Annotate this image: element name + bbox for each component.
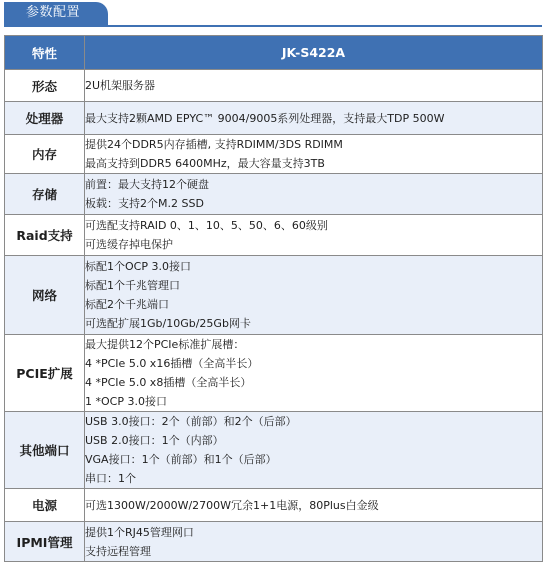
row-label: 处理器: [5, 102, 85, 135]
table-row-processor: [5, 102, 543, 135]
table-row-other-ports: [5, 412, 543, 489]
value-line: 可选配支持RAID 0、1、10、5、50、6、60级别: [85, 219, 328, 232]
value-line: 板载：支持2个M.2 SSD: [85, 197, 204, 210]
spec-table: [4, 35, 543, 562]
table-row-pcie: [5, 335, 543, 412]
value-line: 标配1个OCP 3.0接口: [85, 260, 191, 273]
table-row-ipmi: [5, 522, 543, 562]
table-row-storage: [5, 174, 543, 215]
section-tab-title: 参数配置: [26, 5, 81, 20]
value-line: 1 *OCP 3.0接口: [85, 395, 167, 408]
table-body: [5, 70, 543, 562]
row-value: [85, 215, 543, 256]
value-line: 4 *PCIe 5.0 x8插槽（全高半长）: [85, 376, 252, 389]
table-row-raid: [5, 215, 543, 256]
value-line: 最高支持到DDR5 6400MHz，最大容量支持3TB: [85, 157, 325, 170]
row-value: [85, 70, 543, 102]
value-line: 4 *PCIe 5.0 x16插槽（全高半长）: [85, 357, 259, 370]
row-label: Raid支持: [5, 215, 85, 256]
row-label: PCIE扩展: [5, 335, 85, 412]
value-line: 最大支持2颗AMD EPYC™ 9004/9005系列处理器，支持最大TDP 500W: [85, 111, 445, 125]
row-label: IPMI管理: [5, 522, 85, 562]
row-label: 网络: [5, 256, 85, 335]
value-line: 可选1300W/2000W/2700W冗余1+1电源，80Plus白金级: [85, 498, 379, 512]
row-value: [85, 522, 543, 562]
table-row-network: [5, 256, 543, 335]
row-value: [85, 412, 543, 489]
value-line: 2U机架服务器: [85, 79, 156, 92]
row-label: 电源: [5, 489, 85, 522]
value-line: 前置：最大支持12个硬盘: [85, 178, 209, 191]
value-line: 可选配扩展1Gb/10Gb/25Gb网卡: [85, 317, 251, 330]
row-label: 内存: [5, 135, 85, 174]
value-line: VGA接口：1个（前部）和1个（后部）: [85, 453, 277, 466]
section-divider: [4, 25, 542, 27]
value-line: 支持远程管理: [85, 544, 151, 558]
row-value: [85, 174, 543, 215]
value-line: 提供24个DDR5内存插槽, 支持RDIMM/3DS RDIMM: [85, 138, 343, 151]
table-row-form-factor: [5, 70, 543, 102]
value-line: 串口：1个: [85, 472, 136, 485]
row-value: [85, 256, 543, 335]
row-value: [85, 102, 543, 135]
value-line: USB 2.0接口：1个（内部）: [85, 434, 224, 447]
value-line: 最大提供12个PCIe标准扩展槽：: [85, 338, 245, 351]
row-label: 形态: [5, 70, 85, 102]
table-header-row: [5, 36, 543, 70]
row-value: [85, 335, 543, 412]
value-line: 可选缓存掉电保护: [85, 238, 173, 251]
value-line: 提供1个RJ45管理网口: [85, 525, 194, 539]
value-line: USB 3.0接口：2个（前部）和2个（后部）: [85, 415, 297, 428]
table-row-power: [5, 489, 543, 522]
column-header-model: JK-S422A: [85, 36, 543, 70]
row-value: [85, 135, 543, 174]
row-value: [85, 489, 543, 522]
value-line: 标配1个千兆管理口: [85, 279, 180, 292]
section-tab: [4, 2, 108, 25]
row-label: 其他端口: [5, 412, 85, 489]
value-line: 标配2个千兆端口: [85, 298, 169, 311]
column-header-feature: 特性: [5, 36, 85, 70]
row-label: 存储: [5, 174, 85, 215]
table-row-memory: [5, 135, 543, 174]
